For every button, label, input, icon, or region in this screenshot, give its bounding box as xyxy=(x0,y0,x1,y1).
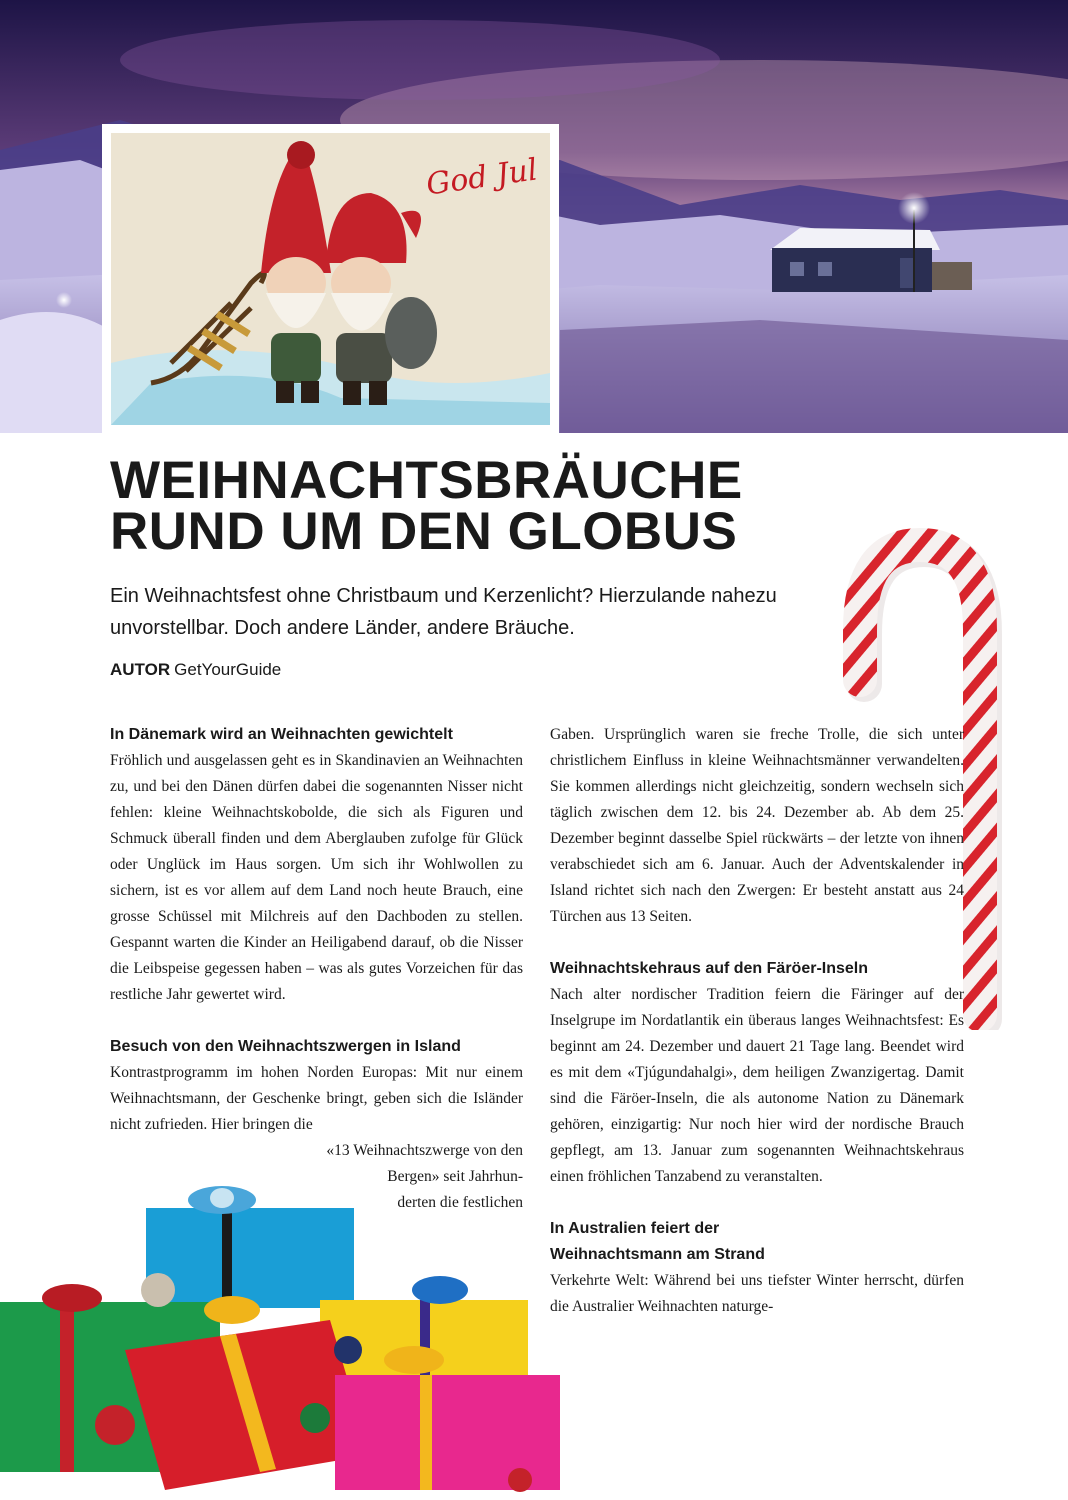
australia-heading-line-1: In Australien feiert der xyxy=(550,1220,720,1237)
title-line-1: WEIHNACHTSBRÄUCHE xyxy=(110,451,743,510)
author-line xyxy=(110,660,281,680)
title-line-2: RUND UM DEN GLOBUS xyxy=(110,502,738,561)
section-heading-australia xyxy=(550,1216,964,1268)
bow-icon xyxy=(412,1276,468,1304)
section-body-australia: Verkehrte Welt: Während bei uns tiefster Winter herrscht, dürfen die Australier Weihnachten naturge- xyxy=(550,1272,964,1315)
author-label: AUTOR xyxy=(110,660,171,679)
gift-boxes-image xyxy=(0,1160,570,1500)
ornament-icon xyxy=(300,1403,330,1433)
ornament-icon xyxy=(508,1468,532,1492)
bow-icon xyxy=(188,1186,256,1214)
author-name: GetYourGuide xyxy=(174,660,282,679)
section-body-iceland-part2: Gaben. Ursprünglich waren sie freche Trolle, die sich unter christlichem Einfluss in kleine Weihnachtsmänner verwandelten. Sie kommen allerdings nicht gleichzeitig, sondern wechseln sich täglich zwischen dem 12. bis 24. Dezember ab. Ab dem 25. Dezember beginnt dasselbe Spiel rückwärts – der letzte von ihnen verabschiedet sich am 6. Januar. Auch der Adventskalender in Island richtet sich nach den Zwergen: Er besteht anstatt aus 24 Türchen aus 13 Seiten. xyxy=(550,726,964,925)
ornament-icon xyxy=(334,1336,362,1364)
postcard-greeting: God Jul xyxy=(424,152,540,203)
lead-paragraph: Ein Weihnachtsfest ohne Christbaum und Kerzenlicht? Hierzulande nahezu unvorstellbar. Doch andere Länder, andere Bräuche. xyxy=(110,585,777,639)
bow-icon xyxy=(384,1346,444,1374)
article-column-1 xyxy=(110,722,523,1216)
bow-icon xyxy=(42,1284,102,1312)
iceland-wrap-line-2: Bergen» seit Jahrhun- xyxy=(387,1168,523,1185)
ornament-icon xyxy=(95,1405,135,1445)
section-body-faroe: Nach alter nordischer Tradition feiern die Färinger auf der Inselgrupe im Nordatlantik ein überaus langes Weihnachtsfest: Es beginnt am 24. Dezember und dauert 21 Tage lang. Beendet wird es mit dem «Tjúgundahalgi», dem heiligen Zwanzigertag. Damit sind die Färöer-Inseln, die als autonome Nation zu Dänemark gehören, einzigartig: Nur noch hier wird der nordische Brauch gepflegt, am 13. Januar zum sogenannten Weihnachtskehraus einen fröhlichen Tanzabend zu veranstalten. xyxy=(550,986,964,1185)
iceland-wrap-line-3: derten die festlichen xyxy=(397,1194,523,1211)
ornament-icon xyxy=(141,1273,175,1307)
iceland-text-a: Kontrastprogramm im hohen Norden Europas: Mit nur einem Weihnachtsmann, der Geschenke bringt, geben sich die Isländer nicht zufrieden. Hier bringen die xyxy=(110,1064,523,1133)
section-body-denmark: Fröhlich und ausgelassen geht es in Skandinavien an Weihnachten zu, und bei den Dänen dürfen dabei die sogenannten Nisser nicht fehlen: kleine Weihnachtskobolde, die sich als Figuren und Schmuck überall finden und dem Aberglauben zufolge für Glück oder Unglück im Haus sorgen. Um sich ihr Wohlwollen zu sichern, ist es vor allem auf dem Land noch heute Brauch, eine grosse Schüssel mit Milchreis auf den Dachboden zu stellen. Gespannt warten die Kinder an Heiligabend darauf, ob die Nisser die Leibspeise gegessen haben – was als gutes Vorzeichen für das restliche Jahr gewertet wird. xyxy=(110,752,523,1003)
iceland-wrap-line-1: «13 Weihnachtszwerge von den xyxy=(326,1142,523,1159)
bow-icon xyxy=(204,1296,260,1324)
section-heading-iceland: Besuch von den Weihnachtszwergen in Island xyxy=(110,1038,461,1055)
article-column-2 xyxy=(550,722,964,1346)
australia-heading-line-2: Weihnachtsmann am Strand xyxy=(550,1246,765,1263)
page-title xyxy=(110,451,743,561)
section-heading-denmark: In Dänemark wird an Weihnachten gewichtelt xyxy=(110,726,453,743)
section-heading-faroe: Weihnachtskehraus auf den Färöer-Inseln xyxy=(550,960,869,977)
gift-boxes-illustration xyxy=(0,1160,570,1495)
